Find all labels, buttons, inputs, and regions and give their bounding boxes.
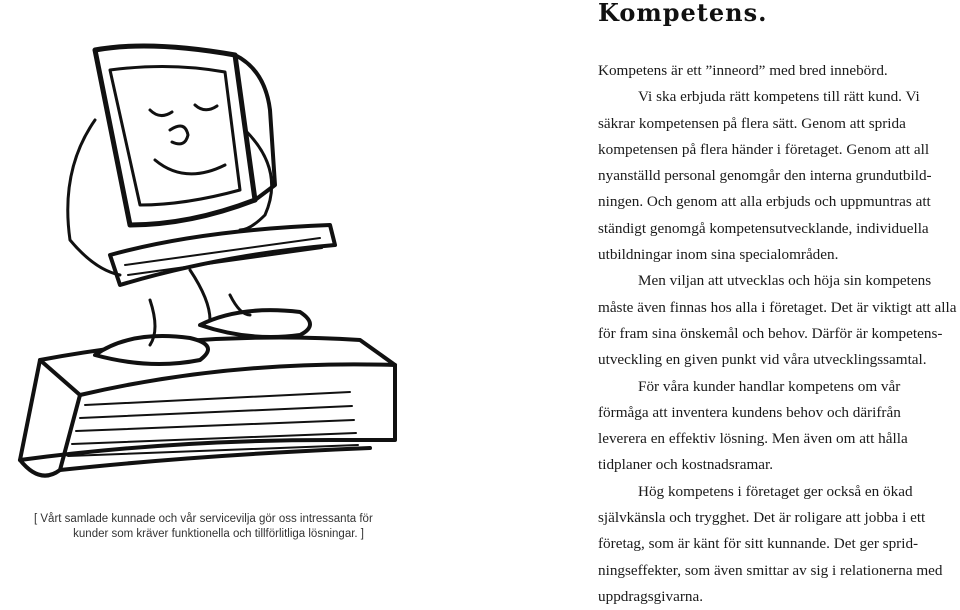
text-line: Hög kompetens i företaget ger också en ökad bbox=[638, 482, 913, 500]
text-line: kompetensen på flera händer i företaget. Genom att all bbox=[598, 140, 930, 158]
text-line: Men viljan att utvecklas och höja sin kompetens bbox=[638, 272, 932, 290]
text-line: självkänsla och trygghet. Det är roligare att jobba i ett bbox=[598, 509, 926, 527]
text-line: utveckling en given punkt vid våra utvecklingssamtal. bbox=[598, 351, 927, 369]
caption-line: [ Vårt samlade kunnade och vår servicevilja gör oss intressanta för bbox=[34, 513, 373, 525]
computer-on-book-cartoon-icon bbox=[0, 0, 580, 500]
text-line: företag, som är känt för sitt kunnande. Det ger sprid- bbox=[598, 535, 919, 553]
text-line: för fram sina önskemål och behov. Därför är kompetens- bbox=[598, 324, 943, 342]
text-line: Kompetens är ett ”inneord” med bred innebörd. bbox=[598, 62, 888, 79]
body-text bbox=[598, 58, 960, 610]
text-line: För våra kunder handlar kompetens om vår bbox=[638, 377, 901, 395]
text-line: förmåga att inventera kundens behov och därifrån bbox=[598, 403, 901, 421]
text-line: uppdragsgivarna. bbox=[598, 587, 704, 605]
book-icon bbox=[20, 338, 395, 476]
page-title: Kompetens. bbox=[598, 0, 768, 27]
text-line: säkrar kompetensen på flera sätt. Genom att sprida bbox=[598, 114, 906, 132]
text-line: Vi ska erbjuda rätt kompetens till rätt kund. Vi bbox=[638, 88, 920, 106]
text-line: ningseffekter, som även smittar av sig i relationerna med bbox=[598, 561, 943, 579]
text-line: ningen. Och genom att alla erbjuds och uppmuntras att bbox=[598, 193, 931, 211]
text-line: måste även finnas hos alla i företaget. Det är viktigt att alla bbox=[598, 298, 957, 316]
text-line: leverera en effektiv lösning. Men även om att hålla bbox=[598, 430, 908, 448]
text-line: utbildningar inom sina specialområden. bbox=[598, 246, 839, 264]
text-line: nyanställd personal genomgår den interna grundutbild- bbox=[598, 167, 932, 185]
illustration-caption bbox=[34, 512, 373, 542]
text-line: tidplaner och kostnadsramar. bbox=[598, 456, 774, 474]
text-line: ständigt genomgå kompetensutvecklande, individuella bbox=[598, 219, 929, 237]
caption-line: kunder som kräver funktionella och tillförlitliga lösningar. ] bbox=[73, 528, 364, 540]
